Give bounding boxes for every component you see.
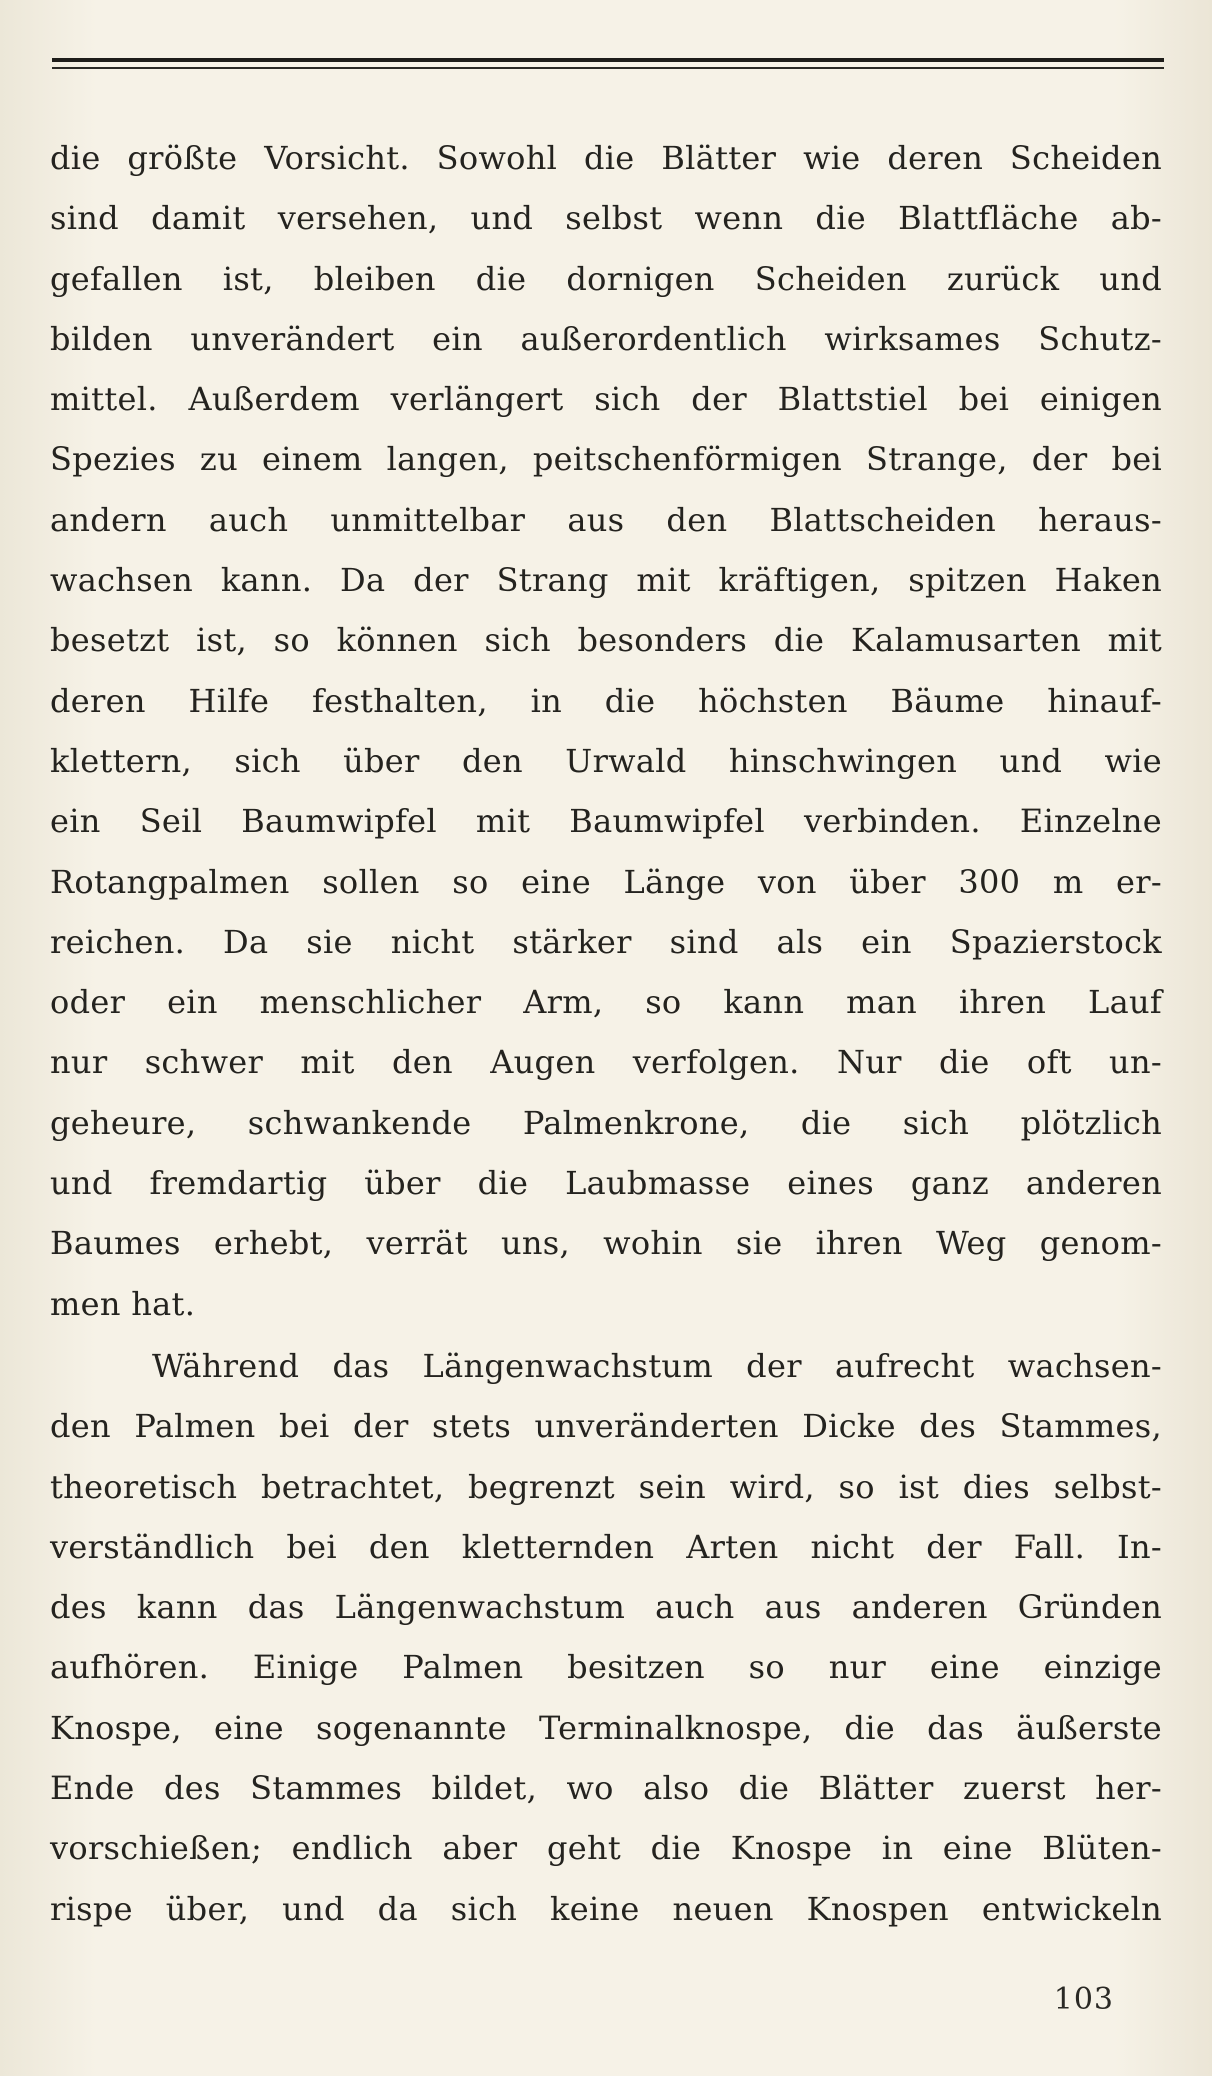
text-line: deren Hilfe festhalten, in die höchsten Bäume hinauf- bbox=[50, 681, 1162, 720]
page-number: 103 bbox=[1053, 1982, 1114, 2017]
text-line: oder ein menschlicher Arm, so kann man ihren Lauf bbox=[50, 983, 1162, 1022]
paragraph-2 bbox=[50, 1336, 1162, 1939]
text-line: des kann das Längenwachstum auch aus anderen Gründen bbox=[50, 1588, 1162, 1627]
header-double-rule bbox=[52, 58, 1164, 69]
header-rule-thin bbox=[52, 67, 1164, 69]
text-line: men hat. bbox=[50, 1284, 196, 1323]
text-line: rispe über, und da sich keine neuen Knospen entwickeln bbox=[50, 1889, 1162, 1928]
text-line: geheure, schwankende Palmenkrone, die sich plötzlich bbox=[50, 1103, 1162, 1142]
text-line: und fremdartig über die Laubmasse eines ganz anderen bbox=[50, 1164, 1162, 1203]
text-line: Rotangpalmen sollen so eine Länge von über 300 m er- bbox=[50, 862, 1162, 901]
text-line: andern auch unmittelbar aus den Blattscheiden heraus- bbox=[50, 500, 1162, 539]
text-line: verständlich bei den kletternden Arten nicht der Fall. In- bbox=[50, 1527, 1162, 1566]
text-line: theoretisch betrachtet, begrenzt sein wird, so ist dies selbst- bbox=[50, 1467, 1162, 1506]
text-line: bilden unverändert ein außerordentlich wirksames Schutz- bbox=[50, 319, 1162, 358]
text-line: den Palmen bei der stets unveränderten Dicke des Stammes, bbox=[50, 1407, 1162, 1446]
paragraph-1 bbox=[50, 128, 1162, 1334]
text-line: Ende des Stammes bildet, wo also die Blätter zuerst her- bbox=[50, 1769, 1162, 1808]
book-page bbox=[50, 0, 1162, 2076]
text-line: Spezies zu einem langen, peitschenförmigen Strange, der bei bbox=[50, 440, 1162, 479]
body-text bbox=[50, 128, 1162, 1939]
text-line: klettern, sich über den Urwald hinschwingen und wie bbox=[50, 741, 1162, 780]
text-line: Knospe, eine sogenannte Terminalknospe, die das äußerste bbox=[50, 1708, 1162, 1747]
text-line: Baumes erhebt, verrät uns, wohin sie ihren Weg genom- bbox=[50, 1224, 1162, 1263]
text-line: vorschießen; endlich aber geht die Knospe in eine Blüten- bbox=[50, 1829, 1162, 1868]
text-line: ein Seil Baumwipfel mit Baumwipfel verbinden. Einzelne bbox=[50, 802, 1162, 841]
text-line: sind damit versehen, und selbst wenn die Blattfläche ab- bbox=[50, 199, 1162, 238]
text-line: besetzt ist, so können sich besonders die Kalamusarten mit bbox=[50, 621, 1162, 660]
text-line: wachsen kann. Da der Strang mit kräftigen, spitzen Haken bbox=[50, 561, 1162, 600]
text-line: Während das Längenwachstum der aufrecht wachsen- bbox=[152, 1346, 1162, 1385]
text-line: die größte Vorsicht. Sowohl die Blätter wie deren Scheiden bbox=[50, 139, 1162, 177]
text-line: mittel. Außerdem verlängert sich der Blattstiel bei einigen bbox=[50, 380, 1162, 419]
text-line: nur schwer mit den Augen verfolgen. Nur die oft un- bbox=[50, 1043, 1162, 1082]
text-line: gefallen ist, bleiben die dornigen Scheiden zurück und bbox=[50, 259, 1162, 298]
text-line: aufhören. Einige Palmen besitzen so nur eine einzige bbox=[50, 1648, 1162, 1687]
text-line: reichen. Da sie nicht stärker sind als ein Spazierstock bbox=[50, 922, 1162, 961]
